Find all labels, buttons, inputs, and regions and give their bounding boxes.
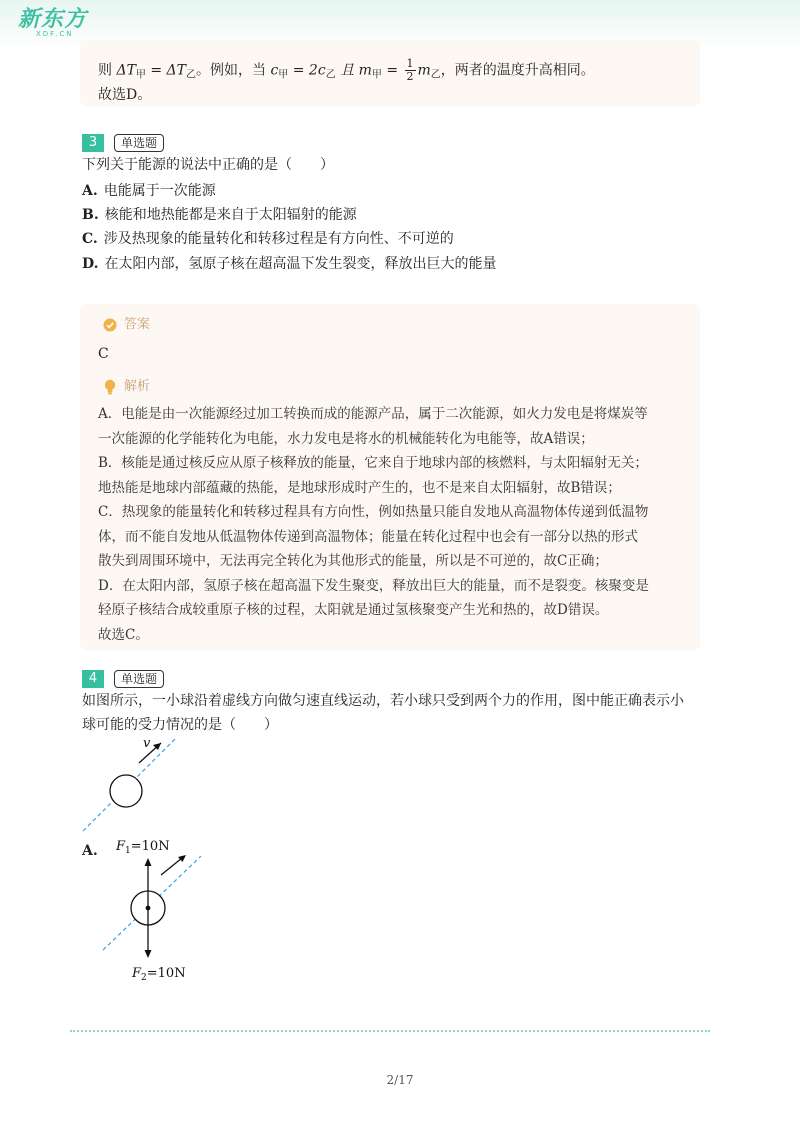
check-badge-icon [103,318,117,332]
prev-solution-line1: 则 $\Delta T_甲 = \Delta T_乙$。例如，当 $c_甲 = 2c_乙$ 且 $m_甲$ = $\frac{1}{2}$ $m_乙$，两者的温度升高相同。 [98,57,595,83]
question-stem-line1: 如图所示，一小球沿着虚线方向做匀速直线运动，若小球只受到两个力的作用，图中能正确表示小 [82,693,684,709]
analysis-line: A．电能是由一次能源经过加工转换而成的能源产品，属于二次能源，如火力发电是将煤炭等 [98,406,648,422]
analysis-line: B．核能是通过核反应从原子核释放的能量，它来自于地球内部的核燃料，与太阳辐射无关； [98,455,648,471]
analysis-line: 故选C。 [98,626,149,643]
option-a[interactable]: A. 电能属于一次能源 [82,183,216,199]
analysis-line: 体，而不能自发地从低温物体传递到高温物体；能量在转化过程中也会有一部分以热的形式 [98,528,638,545]
analysis-line: 一次能源的化学能转化为电能，水力发电是将水的机械能转化为电能等，故A错误； [98,430,594,447]
analysis-label: 解析 [124,379,151,394]
analysis-line: C．热现象的能量转化和转移过程具有方向性，例如热量只能自发地从高温物体传递到低温物 [98,504,649,520]
question-number-badge: 3 [82,134,104,152]
page-number: 2/17 [386,1073,414,1087]
answer-label: 答案 [124,317,151,332]
f2-label: $F_2=10N$ [132,966,186,983]
option-a[interactable]: A. [82,843,98,859]
page-divider [70,1030,710,1032]
question-stem: 下列关于能源的说法中正确的是（ ） [82,157,334,173]
velocity-arrow [161,858,182,875]
brand-logo [18,8,87,38]
motion-figure [75,735,185,835]
question-type-badge: 单选题 [114,134,164,152]
option-c[interactable]: C. 涉及热现象的能量转化和转移过程是有方向性、不可逆的 [82,231,454,247]
logo-subtext: XDF.CN [36,30,74,38]
option-d[interactable]: D. 在太阳内部，氢原子核在超高温下发生裂变，释放出巨大的能量 [82,256,497,272]
fraction: $\frac{1}{2}$ [406,57,414,83]
question-number-badge: 4 [82,670,104,688]
option-b[interactable]: B. 核能和地热能都是来自于太阳辐射的能源 [82,207,357,223]
answer-value: C [98,346,109,362]
f1-label: $F_1=10N$ [116,839,170,856]
question-stem-line2: 球可能的受力情况的是（ ） [82,717,278,733]
option-a-force-diagram[interactable] [98,834,208,984]
ball-shape [110,775,142,807]
velocity-label: v [143,736,151,751]
lightbulb-icon [103,379,117,395]
prev-solution-line2: 故选D。 [98,87,152,103]
analysis-line: 轻原子核结合成较重原子核的过程，太阳就是通过氢核聚变产生光和热的，故D错误。 [98,602,609,618]
logo-text: 新东方 [18,7,88,32]
analysis-line: D．在太阳内部，氢原子核在超高温下发生聚变，释放出巨大的能量，而不是裂变。核聚变是 [98,577,649,594]
analysis-line: 地热能是地球内部蕴藏的热能，是地球形成时产生的，也不是来自太阳辐射，故B错误； [98,479,621,496]
question-type-badge: 单选题 [114,670,164,688]
analysis-line: 散失到周围环境中，无法再完全转化为其他形式的能量，所以是不可逆的，故C正确； [98,553,608,569]
